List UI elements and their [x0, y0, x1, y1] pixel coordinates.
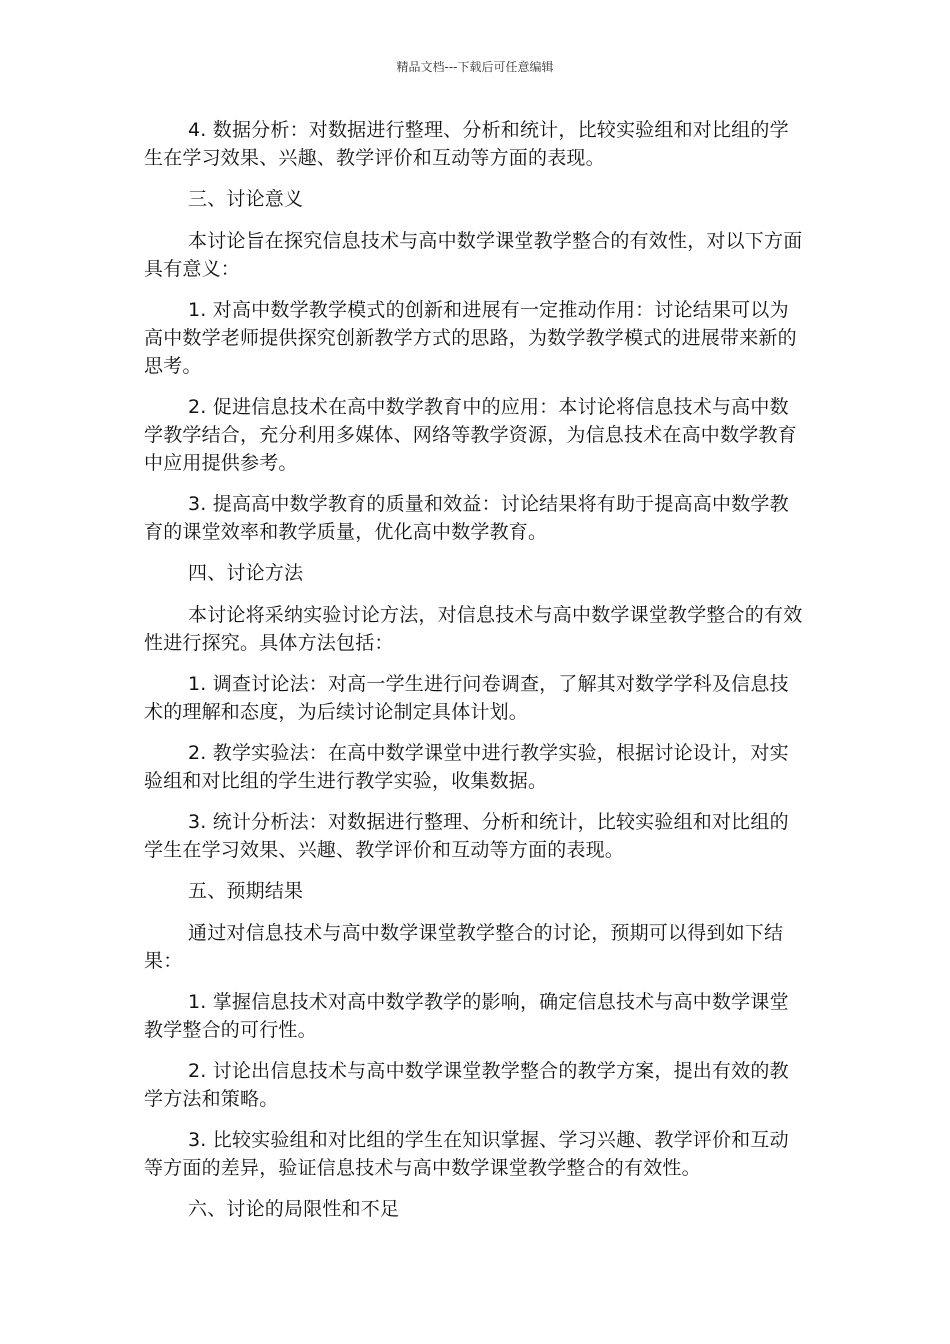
paragraph-methods-intro: 本讨论将采纳实验讨论方法，对信息技术与高中数学课堂教学整合的有效性进行探究。具体方法包括：: [144, 604, 803, 654]
section-heading-significance: 三、讨论意义: [188, 188, 304, 210]
section-heading-expected-results: 五、预期结果: [188, 880, 304, 902]
paragraph-method-3: 3. 统计分析法：对数据进行整理、分析和统计，比较实验组和对比组的学生在学习效果、兴趣、教学评价和互动等方面的表现。: [144, 811, 789, 861]
paragraph-significance-2: 2. 促进信息技术在高中数学教育中的应用：本讨论将信息技术与高中数学教学结合，充分利用多媒体、网络等教学资源，为信息技术在高中数学教育中应用提供参考。: [144, 396, 797, 474]
paragraph-data-analysis: 4. 数据分析：对数据进行整理、分析和统计，比较实验组和对比组的学生在学习效果、兴趣、教学评价和互动等方面的表现。: [144, 119, 789, 169]
section-heading-methods: 四、讨论方法: [188, 562, 304, 584]
paragraph-result-1: 1. 掌握信息技术对高中数学教学的影响，确定信息技术与高中数学课堂教学整合的可行性。: [144, 991, 789, 1041]
paragraph-result-3: 3. 比较实验组和对比组的学生在知识掌握、学习兴趣、教学评价和互动等方面的差异，验证信息技术与高中数学课堂教学整合的有效性。: [144, 1129, 789, 1179]
paragraph-results-intro: 通过对信息技术与高中数学课堂教学整合的讨论，预期可以得到如下结果：: [144, 922, 784, 972]
paragraph-significance-3: 3. 提高高中数学教育的质量和效益：讨论结果将有助于提高高中数学教育的课堂效率和教学质量，优化高中数学教育。: [144, 493, 789, 543]
paragraph-method-2: 2. 教学实验法：在高中数学课堂中进行教学实验，根据讨论设计，对实验组和对比组的学生进行教学实验，收集数据。: [144, 742, 789, 792]
page-header: 精品文档---下载后可任意编辑: [396, 60, 554, 74]
section-heading-limitations: 六、讨论的局限性和不足: [188, 1198, 400, 1220]
paragraph-result-2: 2. 讨论出信息技术与高中数学课堂教学整合的教学方案，提出有效的教学方法和策略。: [144, 1060, 789, 1110]
document-body: [144, 116, 804, 1237]
paragraph-method-1: 1. 调查讨论法：对高一学生进行问卷调查，了解其对数学学科及信息技术的理解和态度，为后续讨论制定具体计划。: [144, 673, 789, 723]
paragraph-significance-1: 1. 对高中数学教学模式的创新和进展有一定推动作用：讨论结果可以为高中数学老师提供探究创新教学方式的思路，为数学教学模式的进展带来新的思考。: [144, 299, 797, 377]
paragraph-significance-intro: 本讨论旨在探究信息技术与高中数学课堂教学整合的有效性，对以下方面具有意义：: [144, 230, 803, 280]
